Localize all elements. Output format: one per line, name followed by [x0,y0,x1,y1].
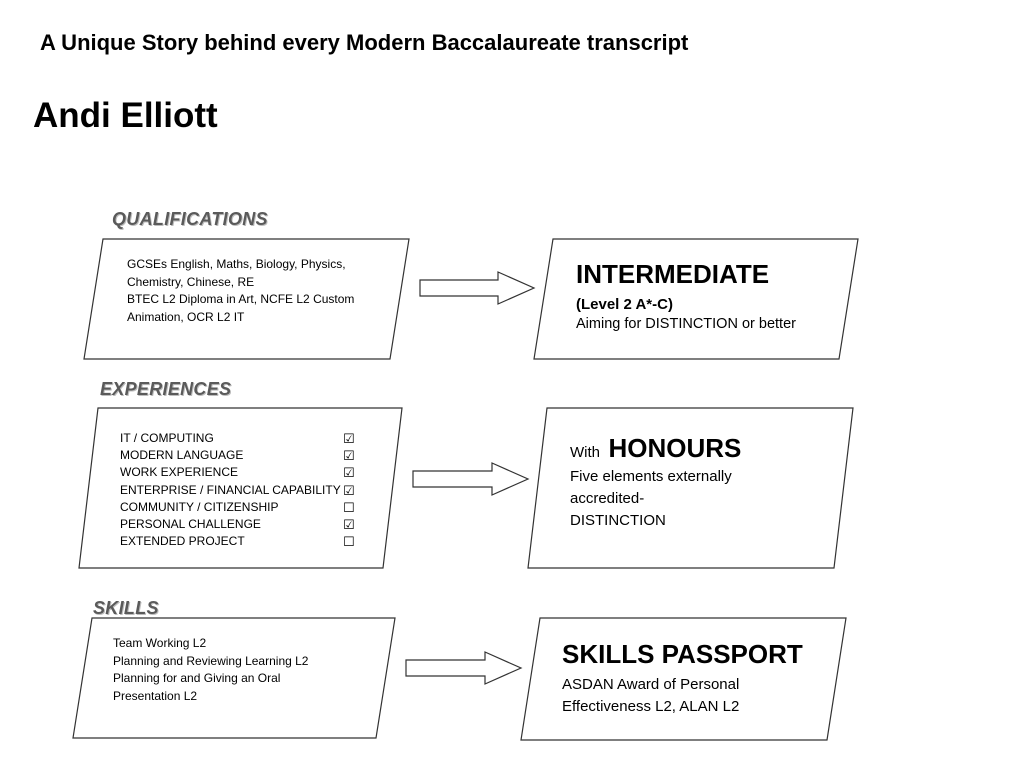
skill-line: Planning for and Giving an Oral [113,671,281,685]
qualification-line: Chemistry, Chinese, RE [127,274,255,289]
experience-item: WORK EXPERIENCE [120,465,239,480]
skills-label: SKILLS [93,598,159,618]
student-name: Andi Elliott [33,96,218,135]
qualifications-list [127,256,354,326]
skill-line: Planning and Reviewing Learning L2 [113,653,309,668]
skill-line: Presentation L2 [113,688,198,703]
honours-line: accredited- [570,490,645,507]
experience-item: MODERN LANGUAGE [120,448,244,463]
intermediate-note: Aiming for DISTINCTION or better [576,316,796,332]
honours-prefix: With [570,444,600,461]
qualification-line: BTEC L2 Diploma in Art, NCFE L2 Custom [127,292,355,306]
intermediate-title: INTERMEDIATE [576,259,770,289]
honours-line: DISTINCTION [570,512,666,529]
honours-result [570,433,741,532]
arrow-experiences [413,463,528,495]
unchecked-box-icon: ☐ [343,499,355,515]
qualification-line: Animation, OCR L2 IT [127,309,245,324]
experience-item: ENTERPRISE / FINANCIAL CAPABILITY [120,482,341,497]
experience-item: EXTENDED PROJECT [120,534,245,549]
qualifications-label: QUALIFICATIONS [112,209,268,229]
arrow-skills [406,652,521,684]
skills-passport-details [562,674,803,718]
skills-passport-line: Effectiveness L2, ALAN L2 [562,698,740,715]
checked-box-icon: ☑ [343,431,355,446]
unchecked-box-icon: ☐ [343,534,355,550]
skill-line: Team Working L2 [113,636,207,650]
experience-item: IT / COMPUTING [120,431,214,445]
skills-passport-title: SKILLS PASSPORT [562,639,803,669]
checked-box-icon: ☑ [343,482,355,498]
honours-line: Five elements externally [570,468,732,485]
slide-subtitle: A Unique Story behind every Modern Baccalaureate transcript [40,30,689,55]
honours-details [570,466,741,532]
experience-item: PERSONAL CHALLENGE [120,517,261,531]
checked-box-icon: ☑ [343,465,355,481]
skills-list [113,635,308,705]
skills-passport-line: ASDAN Award of Personal [562,676,740,693]
intermediate-result [576,259,796,332]
experiences-label: EXPERIENCES [100,379,232,399]
qualification-line: GCSEs English, Maths, Biology, Physics, [127,257,346,271]
honours-title: HONOURS [608,433,742,463]
checked-box-icon: ☑ [343,517,355,532]
checked-box-icon: ☑ [343,448,355,464]
experience-item: COMMUNITY / CITIZENSHIP [120,499,279,514]
arrow-qualifications [420,272,534,304]
intermediate-level: (Level 2 A*-C) [576,296,673,313]
skills-passport-result [562,639,803,718]
